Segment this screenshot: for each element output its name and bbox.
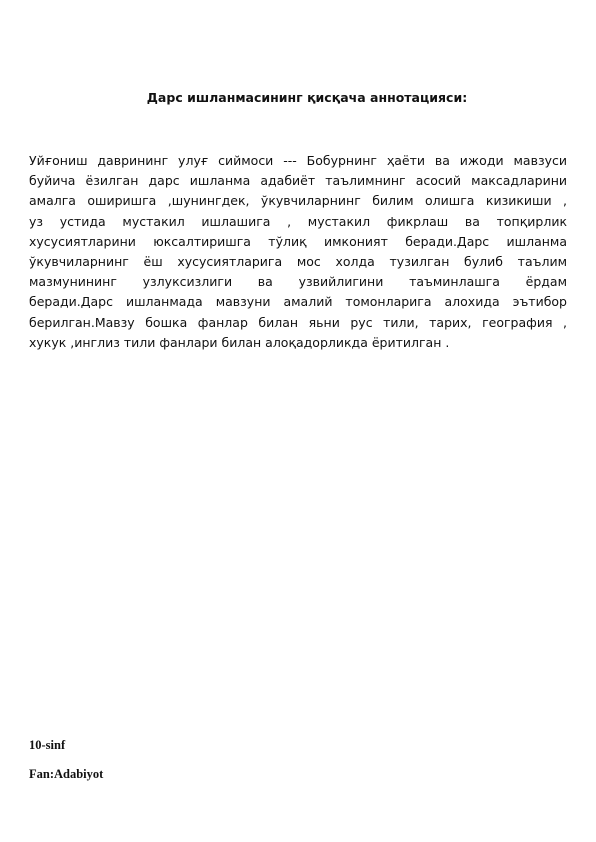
paragraph-line: ўкувчиларнинг ёш хусусиятларига мос холда тузилган булиб таълим xyxy=(29,254,567,270)
paragraph-line: берилган.Мавзу бошка фанлар билан яьни рус тили, тарих, география , xyxy=(29,314,567,330)
paragraph-line: буйича ёзилган дарс ишланма адабиёт таълимнинг асосий максадларини xyxy=(29,173,567,189)
paragraph-line: беради.Дарс ишланмада мавзуни амалий томонларига алохида эътибор xyxy=(29,294,567,310)
paragraph-line: уз устида мустакил ишлашига , мустакил фикрлаш ва топқирлик xyxy=(29,213,567,229)
subject-label: Fan:Adabiyot xyxy=(29,767,104,781)
paragraph-line: хукук ,инглиз тили фанлари билан алоқадорликда ёритилган . xyxy=(29,334,450,350)
paragraph-line: хусусиятларини юксалтиришга тўлиқ имконият беради.Дарс ишланма xyxy=(29,233,567,249)
paragraph-line: амалга оширишга ,шунингдек, ўкувчиларнинг билим олишга кизикиши , xyxy=(29,193,567,209)
page-title: Дарс ишланмасининг қисқача аннотацияси: xyxy=(146,90,468,105)
annotation-paragraph xyxy=(29,151,567,353)
paragraph-line: Уйғониш даврининг улуғ сиймоси --- Бобурнинг ҳаёти ва ижоди мавзуси xyxy=(29,153,567,168)
paragraph-line: мазмунининг узлуксизлиги ва узвийлигини таъминлашга ёрдам xyxy=(29,274,567,290)
grade-label: 10-sinf xyxy=(29,738,66,752)
